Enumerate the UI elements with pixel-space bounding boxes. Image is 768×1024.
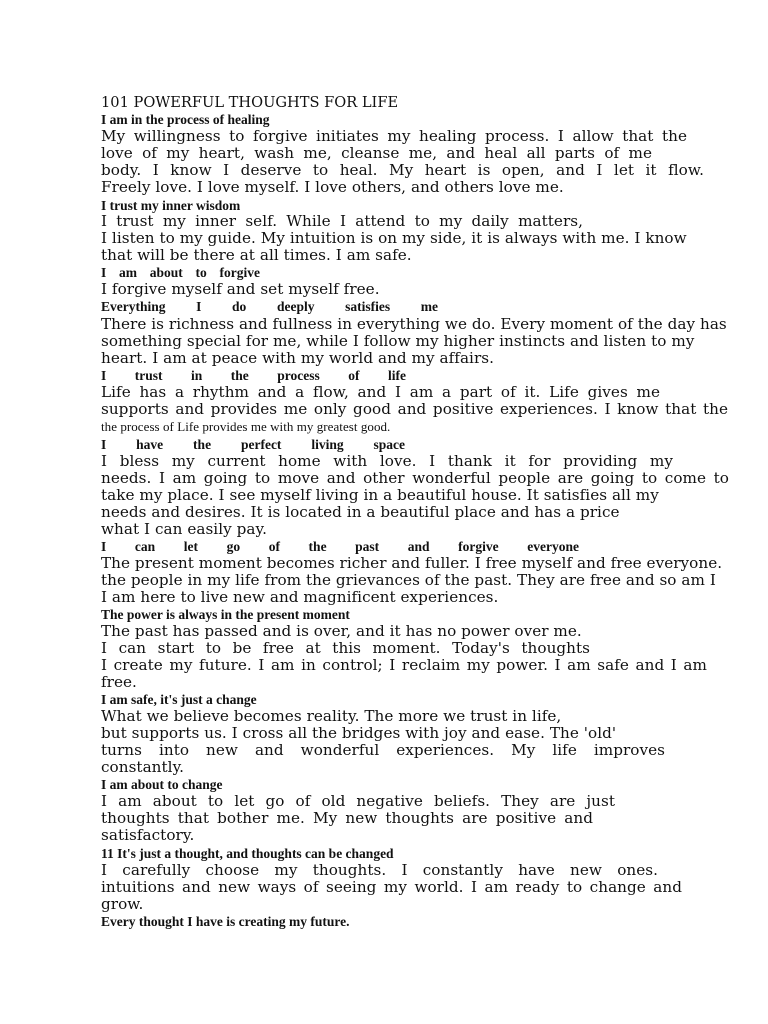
body-line: The past has passed and is over, and it has no power over me. <box>101 622 582 640</box>
section-heading: I am about to forgive <box>101 265 260 280</box>
body-line: Freely love. I love myself. I love others, and others love me. <box>101 178 564 196</box>
body-line: I forgive myself and set myself free. <box>101 280 380 298</box>
document-title: 101 POWERFUL THOUGHTS FOR LIFE <box>101 94 399 111</box>
body-line: satisfactory. <box>101 826 195 844</box>
body-line-small: the process of Life provides me with my greatest good. <box>101 419 391 434</box>
body-line: something special for me, while I follow my higher instincts and listen to my <box>101 332 695 350</box>
body-line: needs. I am going to move and other wonderful people are going to come to <box>101 469 729 487</box>
section-heading: The power is always in the present moment <box>101 607 350 622</box>
body-line: I trust my inner self. While I attend to my daily matters, <box>101 212 583 230</box>
body-line: There is richness and fullness in everything we do. Every moment of the day has <box>101 315 727 333</box>
section-heading: I have the perfect living space <box>101 437 405 452</box>
body-line: grow. <box>101 895 144 913</box>
body-line: but supports us. I cross all the bridges with joy and ease. The 'old' <box>101 724 617 742</box>
body-line: constantly. <box>101 758 185 776</box>
section-heading: 11 It's just a thought, and thoughts can be changed <box>101 846 394 861</box>
body-line: turns into new and wonderful experiences. My life improves <box>101 741 665 759</box>
section-heading: I trust my inner wisdom <box>101 198 241 213</box>
body-line: needs and desires. It is located in a beautiful place and has a price <box>101 503 620 521</box>
body-line: heart. I am at peace with my world and my affairs. <box>101 349 494 367</box>
body-line: thoughts that bother me. My new thoughts are positive and <box>101 809 593 827</box>
body-line: take my place. I see myself living in a beautiful house. It satisfies all my <box>101 486 659 504</box>
body-line: I can start to be free at this moment. Today's thoughts <box>101 639 590 657</box>
body-line: I am about to let go of old negative beliefs. They are just <box>101 792 615 810</box>
section-heading: I am about to change <box>101 777 223 792</box>
body-line: I carefully choose my thoughts. I constantly have new ones. <box>101 861 658 879</box>
body-line: I create my future. I am in control; I reclaim my power. I am safe and I am <box>101 656 707 674</box>
body-line: free. <box>101 673 137 691</box>
section-heading: I am in the process of healing <box>101 112 270 127</box>
body-line: love of my heart, wash me, cleanse me, and heal all parts of me <box>101 144 652 162</box>
section-heading: I can let go of the past and forgive everyone <box>101 539 579 554</box>
body-line: intuitions and new ways of seeing my world. I am ready to change and <box>101 878 682 896</box>
body-line: My willingness to forgive initiates my healing process. I allow that the <box>101 127 687 145</box>
section-heading: Everything I do deeply satisfies me <box>101 299 438 314</box>
body-line: the people in my life from the grievances of the past. They are free and so am I <box>101 571 716 589</box>
body-line: I bless my current home with love. I thank it for providing my <box>101 452 673 470</box>
body-line: What we believe becomes reality. The more we trust in life, <box>101 707 562 725</box>
body-line: The present moment becomes richer and fuller. I free myself and free everyone. <box>101 554 723 572</box>
section-heading: Every thought I have is creating my future. <box>101 914 350 929</box>
section-heading: I trust in the process of life <box>101 368 406 383</box>
body-line: supports and provides me only good and positive experiences. I know that the <box>101 400 728 418</box>
body-line: Life has a rhythm and a flow, and I am a part of it. Life gives me <box>101 383 660 401</box>
body-line: body. I know I deserve to heal. My heart is open, and I let it flow. <box>101 161 704 179</box>
body-line: I am here to live new and magnificent experiences. <box>101 588 499 606</box>
body-line: that will be there at all times. I am safe. <box>101 246 412 264</box>
section-heading: I am safe, it's just a change <box>101 692 257 707</box>
body-line: I listen to my guide. My intuition is on my side, it is always with me. I know <box>101 229 687 247</box>
body-line: what I can easily pay. <box>101 520 267 538</box>
